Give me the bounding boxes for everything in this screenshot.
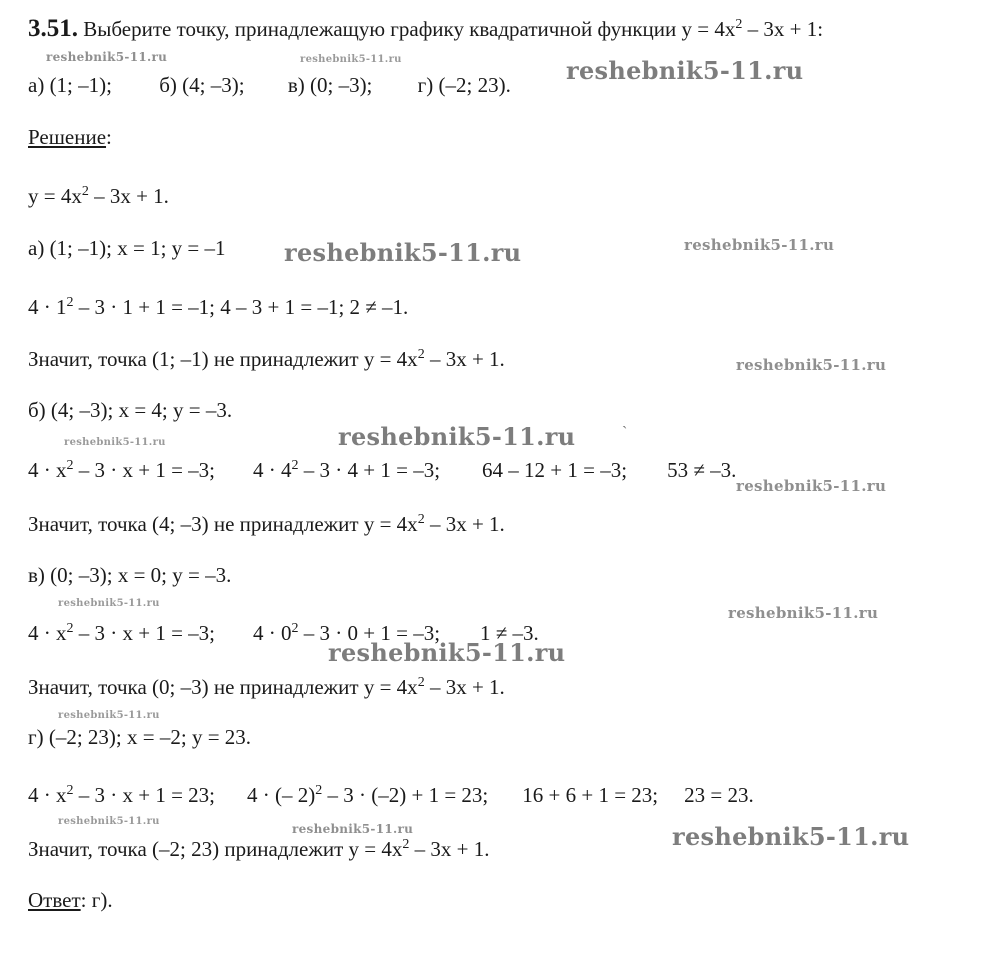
case-a-conclusion: Значит, точка (1; –1) не принадлежит $y = 4x^2 - 3x + 1$. [28,347,505,371]
answer-line: Ответ: г). [28,888,113,912]
problem-statement-line: 3.51. Выберите точку, принадлежащую графику квадратичной функции $y = 4x^2 - 3x + 1$: [28,15,824,42]
answer-options [28,72,511,98]
case-a-head: а) (1; –1); x = 1; y = –1 [28,236,226,260]
case-d-calc: $4 \cdot x^2 - 3 \cdot x + 1 = 23$; 4 · (– 2)$^2$ – 3 · (–2) + 1 = 23; 16 + 6 + 1 = 23; 23 = 23. [28,783,754,807]
case-b-conclusion: Значит, точка (4; –3) не принадлежит $y = 4x^2 - 3x + 1$. [28,512,505,536]
watermark: reshebnik5-11.ru [64,437,166,448]
watermark: reshebnik5-11.ru [736,477,887,495]
function-line: $y = 4x^2 - 3x + 1$. [28,184,169,208]
case-c-conclusion: Значит, точка (0; –3) не принадлежит $y = 4x^2 - 3x + 1$. [28,675,505,699]
case-c-head: в) (0; –3); x = 0; y = –3. [28,563,232,587]
watermark: reshebnik5-11.ru [58,710,160,721]
case-b-calc: $4 \cdot x^2 - 3 \cdot x + 1 = -3$; $4 \cdot 4^2 - 3 \cdot 4 + 1 = -3$; 64 – 12 + 1 = –3; 53 ≠ –3. [28,458,737,482]
watermark: reshebnik5-11.ru [58,816,160,827]
watermark: reshebnik5-11.ru [284,238,522,267]
option-a: а) (1; –1); [28,73,112,97]
problem-number: 3.51. [28,15,78,42]
watermark: reshebnik5-11.ru [292,822,414,836]
solution-heading: Решение: [28,125,112,149]
watermark: reshebnik5-11.ru [736,356,887,374]
watermark: reshebnik5-11.ru [58,598,160,609]
watermark: reshebnik5-11.ru [684,236,835,254]
option-d: г) (–2; 23). [417,73,511,97]
watermark: reshebnik5-11.ru [728,604,879,622]
scan-speck: ˋ [622,424,628,441]
watermark: reshebnik5-11.ru [300,54,402,65]
watermark: reshebnik5-11.ru [338,422,576,451]
case-c-calc: $4 \cdot x^2 - 3 \cdot x + 1 = -3$; $4 \cdot 0^2 - 3 \cdot 0 + 1 = -3$; 1 ≠ –3. [28,621,539,645]
case-d-conclusion: Значит, точка (–2; 23) принадлежит $y = 4x^2 - 3x + 1$. [28,837,490,861]
option-c: в) (0; –3); [287,73,373,97]
case-a-calc: $4 \cdot 1^2 - 3 \cdot 1 + 1 = -1$; 4 – 3 + 1 = –1; 2 ≠ –1. [28,295,409,319]
watermark: reshebnik5-11.ru [46,50,168,64]
case-d-head: г) (–2; 23); x = –2; y = 23. [28,725,252,749]
option-b: б) (4; –3); [159,73,245,97]
watermark: reshebnik5-11.ru [328,638,566,667]
watermark: reshebnik5-11.ru [672,822,910,851]
case-b-head: б) (4; –3); x = 4; y = –3. [28,398,233,422]
problem-statement: Выберите точку, принадлежащую графику квадратичной функции y = 4x [83,17,736,41]
watermark: reshebnik5-11.ru [566,56,804,85]
